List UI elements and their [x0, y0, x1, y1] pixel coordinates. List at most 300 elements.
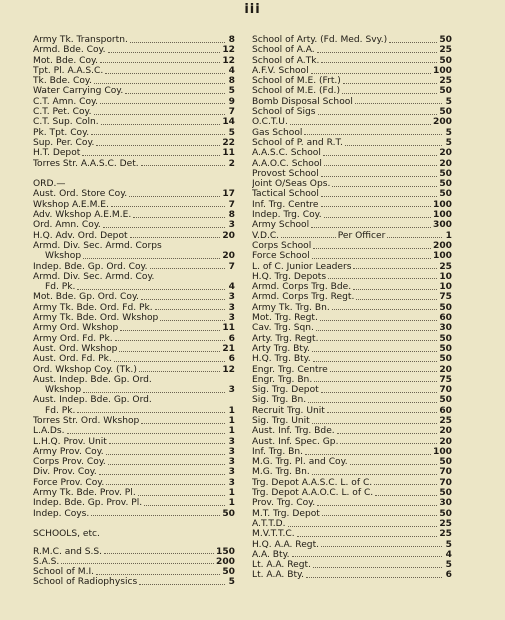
unit-name: Wkshop — [45, 251, 82, 262]
unit-value: 6 — [228, 333, 235, 344]
spacer — [33, 169, 235, 179]
dot-leader — [96, 145, 220, 146]
unit-name: Armd. Div. Sec. Armd. Coy. — [33, 271, 155, 282]
unit-name: Indep. Trg. Coy. — [252, 210, 322, 221]
unit-name: Torres Str. Ord. Wkshop — [33, 415, 140, 426]
dot-leader — [330, 371, 438, 372]
dot-leader — [313, 361, 438, 362]
unit-value: 6 — [228, 354, 235, 365]
list-item — [252, 406, 452, 416]
unit-name: Adv. Wkshop A.E.M.E. — [33, 210, 132, 221]
list-item — [252, 86, 452, 96]
unit-value: 50 — [439, 354, 452, 365]
unit-name: Mot. Bde. Gp. Ord. Coy. — [33, 292, 139, 303]
spacer — [33, 519, 235, 529]
unit-value: 1 — [228, 415, 235, 426]
unit-value: 11 — [222, 148, 235, 159]
unit-value: 50 — [439, 333, 452, 344]
dot-leader — [320, 340, 437, 341]
dot-leader — [290, 124, 431, 125]
page-number: iii — [244, 2, 261, 17]
dot-leader — [111, 206, 225, 207]
unit-value: 50 — [222, 567, 235, 578]
unit-name: L.A.Ds. — [33, 426, 65, 437]
unit-value: 6 — [445, 570, 452, 581]
unit-name: Tpt. Pl. A.A.S.C. — [33, 65, 104, 76]
unit-value: 50 — [439, 35, 452, 45]
unit-name: Army Ord. Fd. Pk. — [33, 333, 113, 344]
list-item — [33, 426, 235, 436]
heading-text: ORD.— — [33, 179, 66, 190]
list-item — [33, 354, 235, 364]
unit-name: Fd. Pk. — [45, 282, 76, 293]
dot-leader — [311, 73, 431, 74]
list-item — [252, 292, 452, 302]
list-item — [33, 272, 235, 282]
list-item — [252, 334, 452, 344]
dot-leader — [311, 227, 431, 228]
unit-name: H.Q. Trg. Bty. — [252, 354, 311, 365]
unit-name: Aust. Ord. Store Coy. — [33, 189, 128, 200]
spacer — [33, 540, 235, 547]
dot-leader — [109, 443, 225, 444]
list-item — [252, 478, 452, 488]
unit-value: 3 — [228, 292, 235, 303]
list-item — [252, 262, 452, 272]
unit-value: 30 — [439, 498, 452, 509]
unit-name: H.Q. A.A. Regt. — [252, 539, 320, 550]
unit-value: 5 — [445, 137, 452, 148]
list-item — [252, 416, 452, 426]
unit-value: 20 — [222, 230, 235, 241]
dot-leader — [133, 217, 225, 218]
dot-leader — [100, 62, 220, 63]
unit-name: Wkshop A.E.M.E. — [33, 199, 109, 210]
dot-leader — [155, 309, 225, 310]
list-item — [33, 385, 235, 395]
unit-name: Armd. Div. Sec. Armd. Corps — [33, 240, 162, 251]
dot-leader — [139, 584, 225, 585]
unit-value: 25 — [439, 415, 452, 426]
dot-leader — [332, 186, 437, 187]
unit-name: Indep. Coys. — [33, 508, 90, 519]
dot-leader — [141, 299, 225, 300]
dot-leader — [345, 145, 442, 146]
unit-name: Aust. Ord. Fd. Pk. — [33, 354, 112, 365]
unit-name: Corps School — [252, 240, 312, 251]
unit-name: School of Arty. (Fd. Med. Svy.) — [252, 35, 388, 45]
dot-leader — [144, 505, 225, 506]
list-item — [252, 344, 452, 354]
list-item — [33, 220, 235, 230]
unit-value: 7 — [228, 107, 235, 118]
list-item — [252, 148, 452, 158]
list-item — [252, 138, 452, 148]
unit-name: School of P. and R.T. — [252, 137, 343, 148]
unit-name: O.C.T.U. — [252, 117, 288, 128]
unit-value: 1 — [228, 405, 235, 416]
unit-name: C.T. Pet. Coy. — [33, 107, 92, 118]
unit-name: Water Carrying Coy. — [33, 86, 124, 97]
dot-leader — [130, 237, 221, 238]
unit-value: 5 — [445, 560, 452, 571]
unit-name: Joint O/Seas Ops. — [252, 179, 331, 190]
unit-value: 5 — [228, 86, 235, 97]
list-item — [33, 547, 235, 557]
unit-name: Gas School — [252, 127, 303, 138]
list-item — [33, 395, 235, 405]
list-item — [252, 488, 452, 498]
unit-name: Cav. Trg. Sqn. — [252, 323, 314, 334]
dot-leader — [141, 423, 225, 424]
list-item — [33, 86, 235, 96]
list-item — [33, 375, 235, 385]
unit-value: 5 — [445, 96, 452, 107]
unit-name: A.A. Bty. — [252, 549, 290, 560]
list-item — [252, 179, 452, 189]
list-item — [252, 66, 452, 76]
dot-leader — [82, 155, 220, 156]
list-item — [252, 385, 452, 395]
unit-name: Corps Prov. Coy. — [33, 457, 106, 468]
dot-leader — [125, 93, 225, 94]
unit-name: Army Tk. Bde. Prov. Pl. — [33, 488, 136, 499]
unit-value: 9 — [228, 96, 235, 107]
dot-leader — [389, 42, 437, 43]
unit-name: Armd. Corps Trg. Regt. — [252, 292, 355, 303]
unit-value: 21 — [222, 343, 235, 354]
unit-name: Wkshop — [45, 385, 82, 396]
unit-value: 100 — [433, 446, 452, 457]
dot-leader — [160, 320, 225, 321]
dot-leader — [308, 402, 437, 403]
dot-leader — [297, 536, 438, 537]
unit-value: 100 — [433, 210, 452, 221]
unit-name: R.M.C. and S.S. — [33, 546, 103, 557]
list-item — [252, 365, 452, 375]
unit-value: 50 — [439, 488, 452, 499]
unit-value: 1 — [228, 426, 235, 437]
unit-name: Army Tk. Trg. Bn. — [252, 302, 330, 313]
unit-name: School of A.A. — [252, 45, 315, 56]
unit-value: 5 — [228, 577, 235, 588]
list-item — [252, 220, 452, 230]
list-item — [252, 35, 452, 45]
unit-value: 50 — [439, 189, 452, 200]
unit-value: 3 — [228, 457, 235, 468]
unit-name: Trg. Depot A.A.O.C. L. of C. — [252, 488, 374, 499]
dot-leader — [61, 563, 214, 564]
dot-leader — [83, 258, 220, 259]
list-item — [252, 45, 452, 55]
list-item — [33, 313, 235, 323]
unit-value: 50 — [439, 343, 452, 354]
unit-value: 20 — [222, 251, 235, 262]
list-item — [252, 97, 452, 107]
dot-leader — [120, 330, 220, 331]
dot-leader — [321, 196, 437, 197]
dot-leader — [353, 289, 437, 290]
dot-leader — [387, 237, 442, 238]
list-item — [252, 272, 452, 282]
dot-leader — [314, 381, 437, 382]
list-item — [252, 117, 452, 127]
dot-leader — [318, 114, 438, 115]
list-item — [33, 498, 235, 508]
list-item — [252, 426, 452, 436]
list-item — [33, 416, 235, 426]
list-item — [33, 56, 235, 66]
list-item — [252, 323, 452, 333]
list-item — [252, 210, 452, 220]
unit-value: 14 — [222, 117, 235, 128]
list-item — [252, 509, 452, 519]
unit-name: Army Tk. Transportn. — [33, 35, 128, 45]
unit-name: Indep. Bde. Gp. Ord. Coy. — [33, 261, 148, 272]
unit-value: 150 — [216, 546, 235, 557]
list-item — [33, 251, 235, 261]
dot-leader — [312, 474, 438, 475]
list-item — [33, 231, 235, 241]
dot-leader — [108, 464, 225, 465]
list-item — [33, 128, 235, 138]
unit-value: 50 — [439, 107, 452, 118]
unit-name: Aust. Inf. Spec. Gp. — [252, 436, 339, 447]
unit-value: 12 — [222, 364, 235, 375]
dot-leader — [94, 114, 226, 115]
unit-value: 50 — [439, 55, 452, 66]
dot-leader — [130, 42, 225, 43]
unit-name: Aust. Indep. Bde. Gp. Ord. — [33, 395, 152, 406]
unit-name: C.T. Amn. Coy. — [33, 96, 99, 107]
dot-leader — [324, 165, 437, 166]
list-item — [33, 344, 235, 354]
unit-value: 3 — [228, 220, 235, 231]
dot-leader — [104, 553, 214, 554]
unit-value: 300 — [433, 220, 452, 231]
dot-leader — [321, 392, 438, 393]
list-item — [33, 200, 235, 210]
unit-name: Sig. Trg. Depot — [252, 385, 319, 396]
unit-name: C.T. Sup. Coln. — [33, 117, 99, 128]
unit-value: 60 — [439, 405, 452, 416]
list-item — [252, 200, 452, 210]
unit-name: Trg. Depot A.A.S.C. L. of C. — [252, 477, 373, 488]
list-item — [252, 303, 452, 313]
unit-name: Aust. Indep. Bde. Gp. Ord. — [33, 374, 152, 385]
dot-leader — [322, 515, 438, 516]
list-item — [252, 128, 452, 138]
unit-value: 30 — [439, 323, 452, 334]
list-item — [252, 313, 452, 323]
unit-value: 200 — [433, 117, 452, 128]
list-item — [33, 210, 235, 220]
dot-leader — [342, 93, 437, 94]
list-item — [252, 159, 452, 169]
unit-name: A.F.V. School — [252, 65, 309, 76]
unit-value: 11 — [222, 323, 235, 334]
dot-leader — [317, 505, 437, 506]
dot-leader — [150, 268, 225, 269]
unit-value: 20 — [439, 148, 452, 159]
list-item — [33, 509, 235, 519]
list-item — [252, 169, 452, 179]
dot-leader — [288, 526, 438, 527]
dot-leader — [141, 165, 225, 166]
list-item — [252, 447, 452, 457]
unit-name: Prov. Trg. Coy. — [252, 498, 316, 509]
unit-name: Mot. Bde. Coy. — [33, 55, 99, 66]
unit-value: 25 — [439, 261, 452, 272]
dot-leader — [108, 52, 221, 53]
list-item — [252, 550, 452, 560]
dot-leader — [292, 556, 442, 557]
list-item — [33, 107, 235, 117]
dot-leader — [67, 433, 225, 434]
dot-leader — [114, 361, 225, 362]
unit-value: 3 — [228, 477, 235, 488]
unit-name: Lt. A.A. Bty. — [252, 570, 304, 581]
unit-name: Sig. Trg. Bn. — [252, 395, 307, 406]
list-item — [33, 567, 235, 577]
unit-value: 50 — [439, 395, 452, 406]
unit-value: 4 — [228, 65, 235, 76]
dot-leader — [323, 155, 437, 156]
dot-leader — [77, 289, 225, 290]
unit-value: 17 — [222, 189, 235, 200]
unit-value: 5 — [228, 127, 235, 138]
list-item — [33, 334, 235, 344]
list-item — [33, 138, 235, 148]
list-item — [252, 395, 452, 405]
unit-value: 8 — [228, 76, 235, 87]
list-item — [252, 457, 452, 467]
list-item — [252, 519, 452, 529]
unit-value: 12 — [222, 45, 235, 56]
dot-leader — [332, 309, 438, 310]
unit-name: Army Ord. Wkshop — [33, 323, 119, 334]
unit-value: 100 — [433, 199, 452, 210]
unit-name: Ord. Amn. Coy. — [33, 220, 101, 231]
unit-name: M.G. Trg. Pl. and Coy. — [252, 457, 348, 468]
unit-value: 1 — [228, 488, 235, 499]
unit-value: 3 — [228, 385, 235, 396]
unit-value: 1 — [228, 498, 235, 509]
unit-name: L. of C. Junior Leaders — [252, 261, 352, 272]
list-item — [33, 241, 235, 251]
section-heading — [33, 529, 235, 539]
unit-name: H.Q. Adv. Ord. Depot — [33, 230, 128, 241]
dot-leader — [106, 484, 225, 485]
dot-leader — [343, 83, 437, 84]
dot-leader — [312, 258, 431, 259]
heading-text: SCHOOLS, etc. — [33, 529, 100, 540]
unit-name: Arty. Trg. Regt. — [252, 333, 319, 344]
dot-leader — [355, 103, 442, 104]
list-item — [252, 282, 452, 292]
dot-leader — [129, 196, 220, 197]
unit-name: A.A.O.C. School — [252, 158, 322, 169]
list-item — [33, 365, 235, 375]
unit-value: 7 — [228, 199, 235, 210]
dot-leader — [77, 412, 225, 413]
list-item — [33, 97, 235, 107]
list-item — [252, 56, 452, 66]
unit-value: 70 — [439, 477, 452, 488]
unit-name: Engr. Trg. Centre — [252, 364, 328, 375]
unit-name: Armd. Bde. Coy. — [33, 45, 106, 56]
unit-name: Provost School — [252, 168, 319, 179]
list-item — [252, 560, 452, 570]
dot-leader — [353, 268, 437, 269]
dot-leader — [374, 484, 437, 485]
unit-name: Recruit Trg. Unit — [252, 405, 325, 416]
unit-name: School of Sigs — [252, 107, 316, 118]
unit-name: Inf. Trg. Centre — [252, 199, 319, 210]
list-item — [252, 241, 452, 251]
list-item — [33, 488, 235, 498]
dot-leader — [328, 278, 437, 279]
dot-leader — [91, 134, 225, 135]
unit-value: 25 — [439, 45, 452, 56]
list-item — [33, 148, 235, 158]
dot-leader — [350, 464, 438, 465]
unit-value: 1 — [445, 230, 452, 241]
list-item — [33, 303, 235, 313]
dot-leader — [317, 52, 438, 53]
unit-value: 8 — [228, 35, 235, 45]
unit-name: School of Radiophysics — [33, 577, 138, 588]
list-item — [33, 117, 235, 127]
unit-name: H.Q. Trg. Depots — [252, 271, 327, 282]
unit-value: 50 — [439, 302, 452, 313]
unit-name: Lt. A.A. Regt. — [252, 560, 311, 571]
unit-value: 12 — [222, 55, 235, 66]
unit-value: 60 — [439, 313, 452, 324]
unit-value: 20 — [439, 158, 452, 169]
unit-value: 200 — [216, 556, 235, 567]
unit-value: 3 — [228, 467, 235, 478]
list-item — [33, 323, 235, 333]
dot-leader — [138, 495, 225, 496]
list-item — [252, 529, 452, 539]
unit-value: 25 — [439, 76, 452, 87]
list-item — [252, 107, 452, 117]
dot-leader — [119, 351, 220, 352]
unit-value: 4 — [228, 282, 235, 293]
unit-name: Arty Trg. Bty. — [252, 343, 310, 354]
unit-name: Fd. Pk. — [45, 405, 76, 416]
unit-name: Sig. Trg. Unit — [252, 415, 310, 426]
dot-leader — [316, 330, 437, 331]
unit-name: Inf. Trg. Bn. — [252, 446, 304, 457]
dot-leader — [312, 423, 438, 424]
list-item — [33, 467, 235, 477]
dot-leader — [313, 248, 431, 249]
unit-name: School of A.Tk. — [252, 55, 320, 66]
unit-name: Ord. Wkshop Coy. (Tk.) — [33, 364, 137, 375]
unit-value: 50 — [222, 508, 235, 519]
unit-value: 100 — [433, 251, 452, 262]
list-item — [33, 457, 235, 467]
unit-name: M.V.T.T.C. — [252, 529, 295, 540]
unit-name: A.A.S.C. School — [252, 148, 321, 159]
dot-leader — [106, 454, 225, 455]
list-item — [252, 189, 452, 199]
unit-name: Force School — [252, 251, 310, 262]
dot-leader — [375, 495, 437, 496]
unit-value: 20 — [439, 426, 452, 437]
